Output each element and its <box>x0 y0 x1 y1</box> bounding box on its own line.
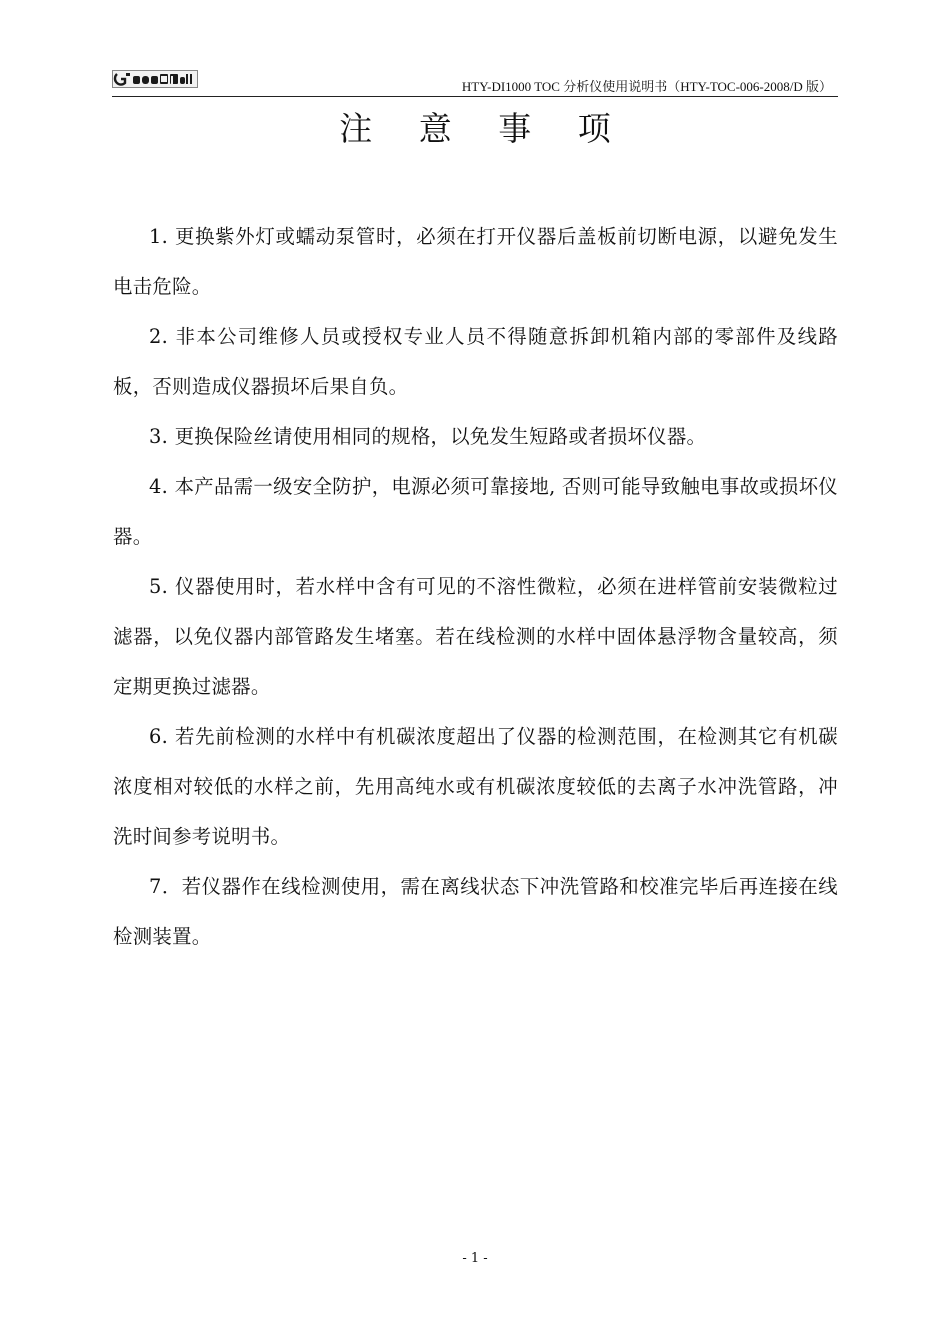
page-number: - 1 - <box>462 1251 488 1266</box>
header-divider <box>112 96 838 97</box>
notice-item-5: 5. 仪器使用时，若水样中含有可见的不溶性微粒，必须在进样管前安装微粒过滤器，以免仪器内部管路发生堵塞。若在线检测的水样中固体悬浮物含量较高，须定期更换过滤器。 <box>113 575 838 698</box>
page-title: 注 意 事 项 <box>339 109 629 148</box>
logo-mark-icon <box>113 71 197 87</box>
notice-item-4: 4. 本产品需一级安全防护，电源必须可靠接地, 否则可能导致触电事故或损坏仪器。 <box>113 475 838 548</box>
notice-item-1: 1. 更换紫外灯或蠕动泵管时，必须在打开仪器后盖板前切断电源，以避免发生电击危险。 <box>113 225 838 298</box>
notice-list <box>113 212 838 962</box>
notice-item-7: 7．若仪器作在线检测使用，需在离线状态下冲洗管路和校准完毕后再连接在线检测装置。 <box>113 875 838 948</box>
company-logo <box>112 70 198 88</box>
notice-item-2: 2. 非本公司维修人员或授权专业人员不得随意拆卸机箱内部的零部件及线路板，否则造成仪器损坏后果自负。 <box>113 325 838 398</box>
manual-header-title: HTY-DI1000 TOC 分析仪使用说明书（HTY-TOC-006-2008/D 版） <box>461 79 832 94</box>
notice-item-3: 3. 更换保险丝请使用相同的规格，以免发生短路或者损坏仪器。 <box>149 425 707 448</box>
notice-item-6: 6. 若先前检测的水样中有机碳浓度超出了仪器的检测范围，在检测其它有机碳浓度相对较低的水样之前，先用高纯水或有机碳浓度较低的去离子水冲洗管路，冲洗时间参考说明书。 <box>113 725 838 848</box>
